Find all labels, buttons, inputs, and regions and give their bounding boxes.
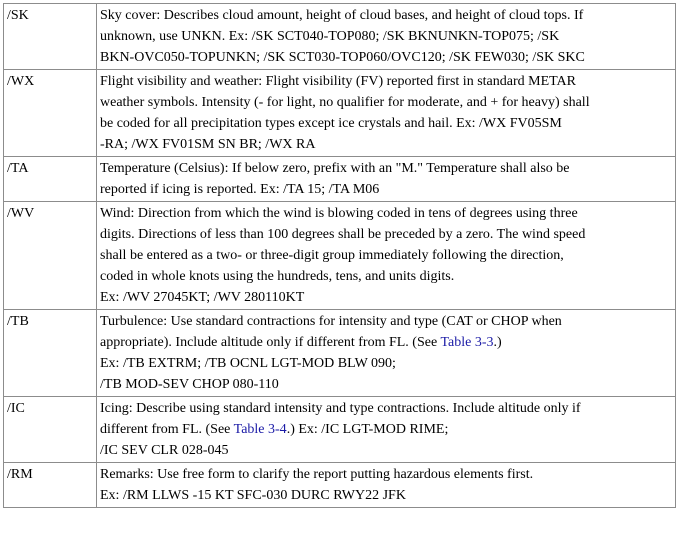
description-text: weather symbols. Intensity (- for light, no qualifier for moderate, and + for heavy) shall xyxy=(100,95,590,110)
table-reference-link[interactable]: Table 3-3 xyxy=(440,335,494,350)
element-code-cell: /IC xyxy=(4,397,97,463)
description-text: /TB MOD-SEV CHOP 080-110 xyxy=(100,377,279,392)
description-line xyxy=(100,71,672,92)
description-line xyxy=(100,353,672,374)
description-text: Sky cover: Describes cloud amount, height of cloud bases, and height of cloud tops. If xyxy=(100,8,584,23)
description-line xyxy=(100,398,672,419)
table-body xyxy=(4,4,676,508)
description-text: /IC SEV CLR 028-045 xyxy=(100,443,229,458)
pirep-element-table xyxy=(3,3,676,508)
element-description-cell xyxy=(97,202,676,310)
description-line xyxy=(100,203,672,224)
element-description-cell xyxy=(97,4,676,70)
description-text: Icing: Describe using standard intensity and type contractions. Include altitude only if xyxy=(100,401,581,416)
element-description-cell xyxy=(97,310,676,397)
description-text: Temperature (Celsius): If below zero, prefix with an "M." Temperature shall also be xyxy=(100,161,570,176)
description-text: be coded for all precipitation types except ice crystals and hail. Ex: /WX FV05SM xyxy=(100,116,562,131)
description-text: Wind: Direction from which the wind is blowing coded in tens of degrees using three xyxy=(100,206,578,221)
description-line xyxy=(100,419,672,440)
description-line xyxy=(100,440,672,461)
table-reference-link[interactable]: Table 3-4 xyxy=(233,422,287,437)
description-text: digits. Directions of less than 100 degrees shall be preceded by a zero. The wind speed xyxy=(100,227,586,242)
description-line xyxy=(100,179,672,200)
table-row xyxy=(4,70,676,157)
description-line xyxy=(100,26,672,47)
description-text: Turbulence: Use standard contractions for intensity and type (CAT or CHOP when xyxy=(100,314,562,329)
description-text: shall be entered as a two- or three-digit group immediately following the direction, xyxy=(100,248,564,263)
description-text: Ex: /RM LLWS -15 KT SFC-030 DURC RWY22 JFK xyxy=(100,488,406,503)
element-description-cell xyxy=(97,70,676,157)
element-description-cell xyxy=(97,463,676,508)
description-line xyxy=(100,464,672,485)
description-text: -RA; /WX FV01SM SN BR; /WX RA xyxy=(100,137,316,152)
description-text: .) Ex: /IC LGT-MOD RIME; xyxy=(286,422,449,437)
description-line xyxy=(100,92,672,113)
description-text: Ex: /WV 27045KT; /WV 280110KT xyxy=(100,290,305,305)
description-text: appropriate). Include altitude only if different from FL. (See xyxy=(100,335,441,350)
element-code-cell: /TA xyxy=(4,157,97,202)
table-row xyxy=(4,310,676,397)
description-text: BKN-OVC050-TOPUNKN; /SK SCT030-TOP060/OVC120; /SK FEW030; /SK SKC xyxy=(100,50,585,65)
description-line xyxy=(100,332,672,353)
description-text: different from FL. (See xyxy=(100,422,234,437)
table-row xyxy=(4,463,676,508)
element-code-cell: /TB xyxy=(4,310,97,397)
element-code-cell: /WX xyxy=(4,70,97,157)
description-line xyxy=(100,47,672,68)
table-row xyxy=(4,157,676,202)
element-description-cell xyxy=(97,157,676,202)
element-code-cell: /SK xyxy=(4,4,97,70)
description-line xyxy=(100,287,672,308)
description-text: coded in whole knots using the hundreds, tens, and units digits. xyxy=(100,269,455,284)
description-line xyxy=(100,266,672,287)
table-row xyxy=(4,202,676,310)
table-row xyxy=(4,397,676,463)
description-line xyxy=(100,374,672,395)
description-line xyxy=(100,311,672,332)
table-row xyxy=(4,4,676,70)
description-text: unknown, use UNKN. Ex: /SK SCT040-TOP080; /SK BKNUNKN-TOP075; /SK xyxy=(100,29,560,44)
description-text: .) xyxy=(493,335,502,350)
description-line xyxy=(100,134,672,155)
element-code-cell: /RM xyxy=(4,463,97,508)
description-line xyxy=(100,224,672,245)
description-line xyxy=(100,5,672,26)
description-line xyxy=(100,485,672,506)
description-text: reported if icing is reported. Ex: /TA 15; /TA M06 xyxy=(100,182,380,197)
element-code-cell: /WV xyxy=(4,202,97,310)
description-line xyxy=(100,158,672,179)
description-line xyxy=(100,245,672,266)
description-text: Flight visibility and weather: Flight visibility (FV) reported first in standard METAR xyxy=(100,74,576,89)
description-line xyxy=(100,113,672,134)
element-description-cell xyxy=(97,397,676,463)
description-text: Remarks: Use free form to clarify the report putting hazardous elements first. xyxy=(100,467,534,482)
description-text: Ex: /TB EXTRM; /TB OCNL LGT-MOD BLW 090; xyxy=(100,356,396,371)
